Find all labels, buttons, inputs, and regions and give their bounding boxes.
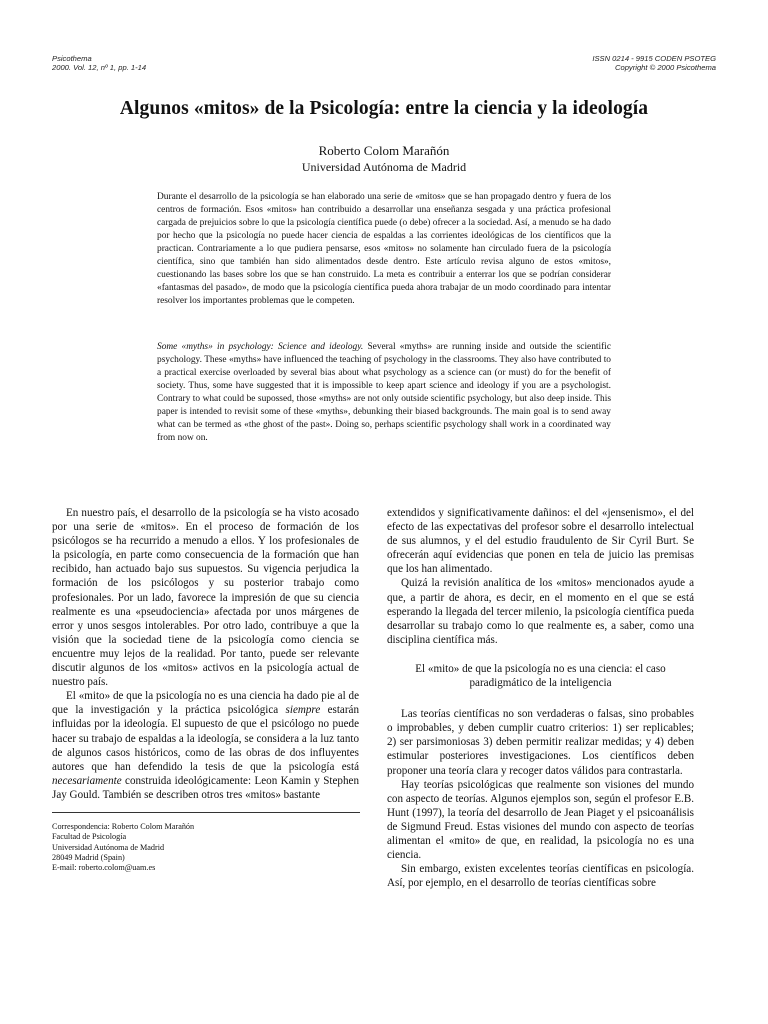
abstract-spanish-text: Durante el desarrollo de la psicología se han elaborado una serie de «mitos» que se han propagado dentro y fuera de los centros de formación. Esos «mitos» han contribuido a desarrollar una enseñanza sesgada y una práctica profesional cargada de prejuicios sobre lo que la psicología científica puede (o debe) ofrecer a la sociedad. Así, a menudo se ha dado por hecho que la psicología no puede hacer ciencia de espaldas a las corrientes ideológicas de los científicos que la practican. Contrariamente a lo que pudiera pensarse, esos «mitos» no solamente han circulado fuera de la psicología científica, sino que también han sido alimentados desde dentro. Este artículo revisa alguno de estos «mitos», cuestionando las bases sobre los que se han construido. La meta es contribuir a enterrar los que se podrían considerar «fantasmas del pasado», de modo que la psicología científica pueda ahora trabajar de un modo coordinado para intentar resolver los importantes problemas que le competen. — [157, 192, 611, 306]
correspondence-email[interactable]: E-mail: roberto.colom@uam.es — [52, 863, 156, 873]
correspondence-faculty: Facultad de Psicología — [52, 832, 127, 842]
journal-name: Psicothema — [52, 54, 92, 63]
copyright-line: Copyright © 2000 Psicothema — [615, 63, 716, 72]
correspondence-name: Correspondencia: Roberto Colom Marañón — [52, 822, 195, 831]
issn-code: ISSN 0214 - 9915 CODEN PSOTEG — [592, 54, 716, 63]
body-paragraph-2-emphasis-1: siempre — [285, 704, 321, 717]
abstract-english-paragraph — [157, 341, 611, 445]
issn-header — [592, 54, 716, 72]
abstract-english-text: Several «myths» are running inside and outside the scientific psychology. These «myths» have influenced the teaching of psychology in the classrooms. They also have contributed to a practical exercise overloaded by several bias about what psychology as a science can (or must) do for the benefit of society. Thus, some have suggested that it is impossible to keep apart science and ideology if you are a psychologist. Contrary to what could be supossed, those «myths» are not only outside scientific psychology, but also deep inside. This paper is intended to revisit some of these «myths», debunking their biased backgrounds. The main goal is to send away what can be termed as «the ghost of the past». Doing so, perhaps scientific psychology shall work in a coordinated way from now on. — [157, 342, 612, 443]
abstract-spanish — [157, 191, 611, 308]
footnote-divider — [52, 812, 360, 813]
journal-volume: 2000. Vol. 12, nº 1, pp. 1-14 — [52, 63, 147, 72]
body-paragraph-2-part-c: estarán influidas por la ideología. El supuesto de que el psicólogo no puede hacer su trabajo de espaldas a la ideología, se considera a la luz tanto de algunos casos históricos, como de las obras de dos influyentes autores que han defendido la tesis de que la psicología está — [52, 704, 359, 773]
correspondence-university: Universidad Autónoma de Madrid — [52, 842, 165, 852]
body-paragraph-2-part-a: El «mito» de que la psicología no es una ciencia ha dado pie al de que la investigación y la práctica psicológica — [52, 690, 359, 717]
correspondence-address: 28049 Madrid (Spain) — [52, 852, 125, 862]
body-column-left — [52, 506, 359, 802]
body-paragraph-1: En nuestro país, el desarrollo de la psicología se ha visto acosado por una serie de «mitos». En el proceso de formación de los psicólogos se ha recurrido a menudo a ellos. Y los profesionales de la psicología, en parte como consecuencia de la formación que han recibido, han actuado bajo sus supuestos. Su vigencia perjudica la formación de los psicólogos y su posterior trabajo como profesionales. Por un lado, favorece la impresión de que su ciencia realmente es una «pseudociencia» afectada por unos márgenes de error y unos sesgos intolerables. Por otro lado, contribuye a que la visión que la sociedad tiene de la psicología como ciencia se encuentre muy lejos de la realidad. Por tanto, puede ser relevante discutir algunos de los «mitos» activos en la psicología actual de nuestro país. — [52, 507, 359, 689]
article-author: Roberto Colom Marañón — [318, 143, 450, 158]
author-affiliation: Universidad Autónoma de Madrid — [301, 160, 467, 174]
body-column-right — [387, 506, 694, 890]
journal-header — [52, 54, 146, 72]
body-paragraph-2-emphasis-2: necesariamente — [52, 774, 122, 787]
body-paragraph-3: extendidos y significativamente dañinos: el del «jensenismo», el del efecto de las expectativas del profesor sobre el desarrollo intelectual de sus alumnos, y el del estudio fraudulento de Sir Cyril Burt. Se ofrecerán aquí evidencias que ponen en tela de juicio las premisas que los han alimentado. — [387, 507, 694, 576]
body-paragraph-5: Las teorías científicas no son verdaderas o falsas, sino probables o improbables, y deben cumplir cuatro criterios: 1) ser replicables; 2) ser parsimoniosas 3) deben permitir realizar medidas; y 4) deben estimular posteriores investigaciones. Los científicos deben proponer una teoría clara y recoger datos válidos para contrastarla. — [387, 708, 694, 777]
section-heading: El «mito» de que la psicología no es una ciencia: el caso paradigmático de la inteligencia — [415, 662, 666, 690]
abstract-english-title: Some «myths» in psychology: Science and ideology. — [157, 342, 364, 352]
body-paragraph-6: Hay teorías psicológicas que realmente son visiones del mundo con aspecto de teorías. Algunos ejemplos son, según el profesor E.B. Hunt (1997), la teoría del desarrollo de Jean Piaget y el psicoanálisis de Sigmund Freud. Estas visiones del mundo con aspecto de teorías alimentan el «mito» de que, en realidad, la psicología no es una ciencia. — [387, 778, 694, 862]
body-paragraph-2 — [52, 689, 359, 802]
body-paragraph-4: Quizá la revisión analítica de los «mitos» mencionados ayude a que, a partir de ahora, es decir, en el momento en el que se está esperando la llegada del tercer milenio, la psicología científica pueda desarrollar su trabajo como lo que realmente es, a saber, como una disciplina científica más. — [387, 577, 694, 646]
article-title: Algunos «mitos» de la Psicología: entre la ciencia y la ideología — [119, 98, 649, 119]
correspondence-block — [52, 822, 194, 873]
body-paragraph-7: Sin embargo, existen excelentes teorías científicas en psicología. Así, por ejemplo, en el desarrollo de teorías científicas sobre — [387, 863, 694, 890]
body-paragraph-2-part-e: construida ideológicamente: Leon Kamin y Stephen Jay Gould. También se describen otros tres «mitos» bastante — [52, 774, 359, 801]
abstract-english — [157, 341, 611, 445]
